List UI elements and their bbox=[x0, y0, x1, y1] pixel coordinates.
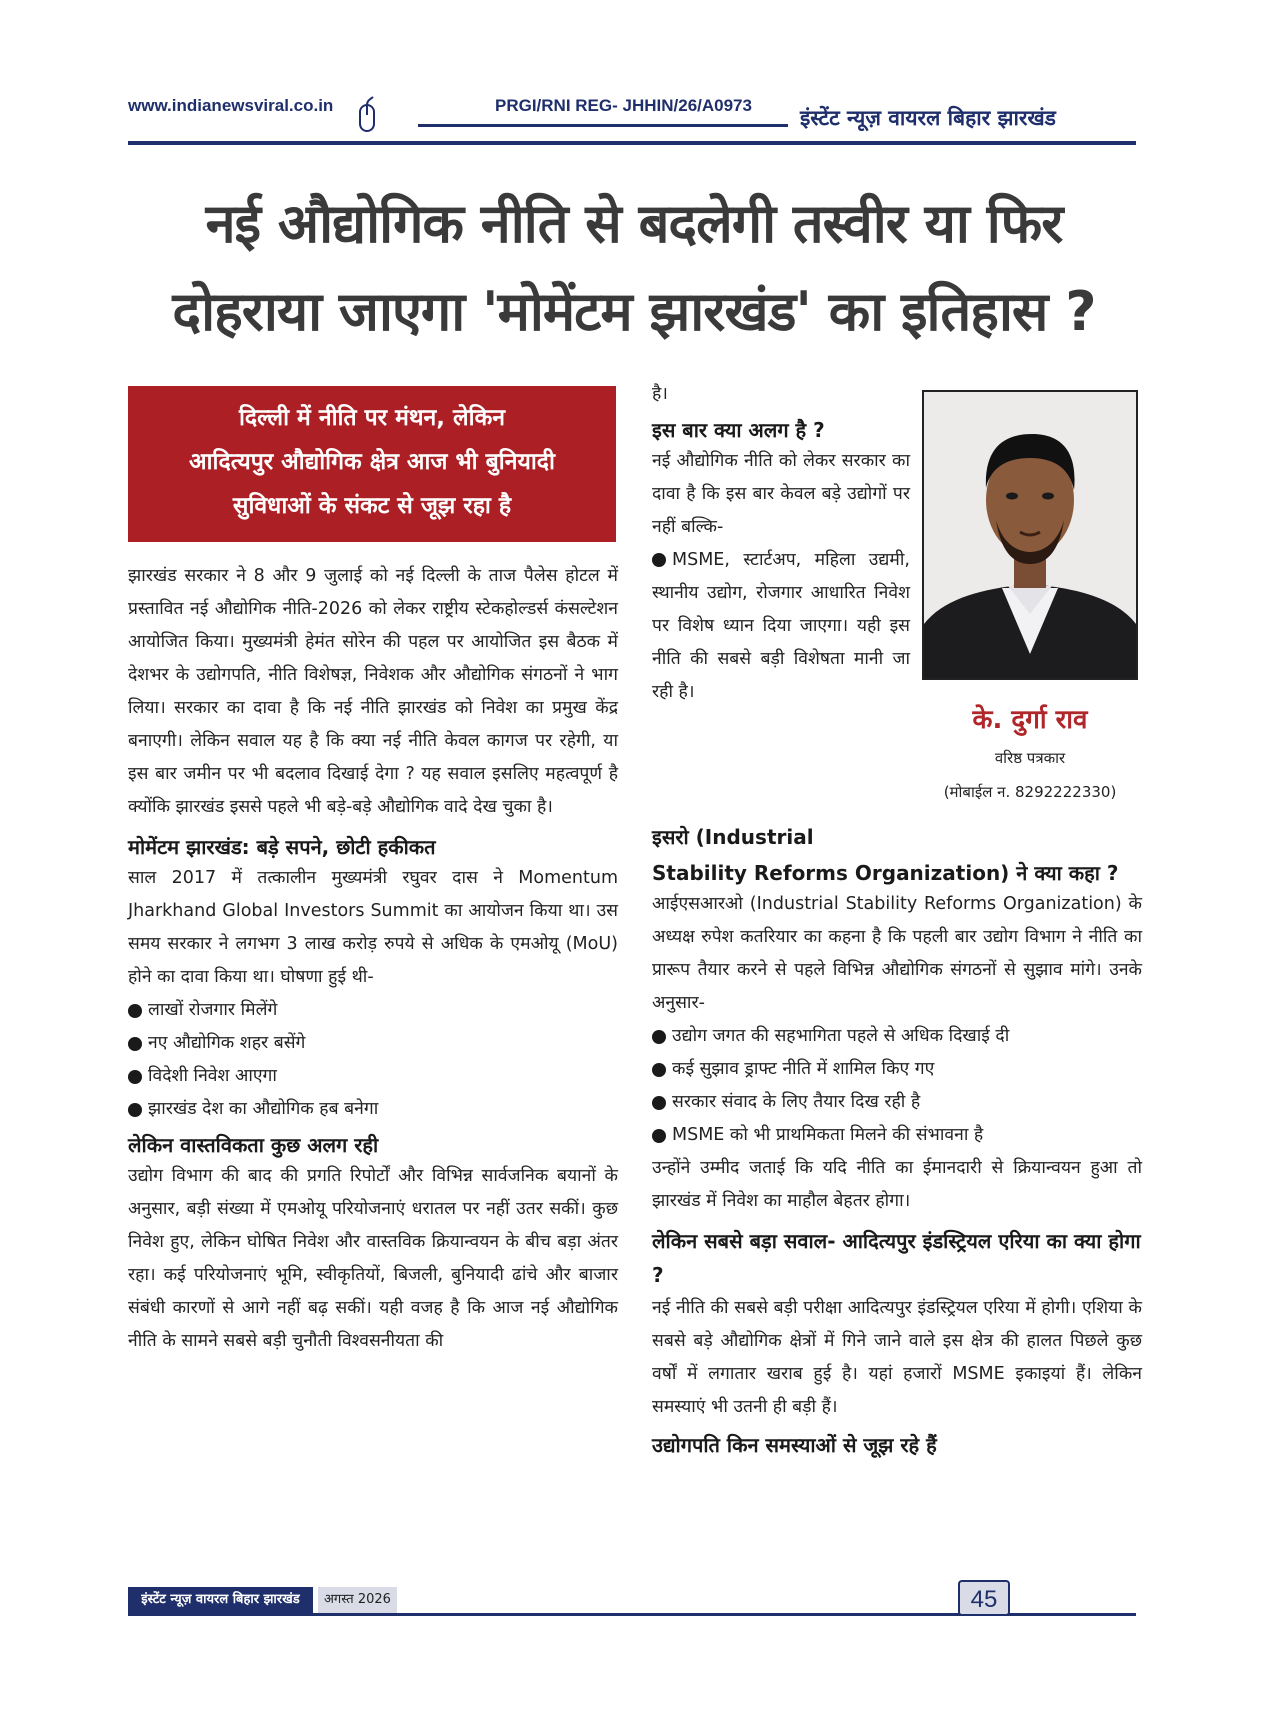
section-heading-adityapur: लेकिन सबसे बड़ा सवाल- आदित्यपुर इंडस्ट्रियल एरिया का क्या होगा ? bbox=[652, 1229, 1141, 1287]
highlight-box bbox=[128, 386, 616, 542]
portrait-image bbox=[924, 392, 1136, 678]
bullet-icon bbox=[652, 1096, 666, 1110]
author-photo bbox=[922, 390, 1138, 680]
section-heading-isro-2: Stability Reforms Organization) ने क्या कहा ? bbox=[652, 861, 1119, 885]
header-rule-top bbox=[418, 124, 788, 127]
list-item: MSME को भी प्राथमिकता मिलने की संभावना है bbox=[652, 1119, 1142, 1152]
bullet-icon bbox=[652, 1129, 666, 1143]
highlight-line-2: आदित्यपुर औद्योगिक क्षेत्र आज भी बुनियादी bbox=[189, 449, 555, 475]
section-heading-problems: उद्योगपति किन समस्याओं से जूझ रहे हैं bbox=[652, 1433, 937, 1457]
headline bbox=[100, 180, 1168, 356]
section-heading-different: इस बार क्या अलग है ? bbox=[652, 418, 825, 442]
continuation-text: है। bbox=[652, 384, 668, 404]
footer-date: अगस्त 2026 bbox=[318, 1587, 397, 1613]
author-role: वरिष्ठ पत्रकार bbox=[994, 749, 1066, 767]
right-column-bottom bbox=[652, 822, 1142, 1460]
bullet-icon bbox=[128, 1103, 142, 1117]
isro-paragraph: आईएसआरओ (Industrial Stability Reforms Organization) के अध्यक्ष रुपेश कतरियार का कहना है कि पहली बार उद्योग विभाग ने नीति का प्रारूप तैयार करने से पहले विभिन्न औद्योगिक संगठनों से सुझाव मांगे। उनके अनुसार- bbox=[652, 894, 1142, 1013]
adityapur-paragraph: नई नीति की सबसे बड़ी परीक्षा आदित्यपुर इंडस्ट्रियल एरिया में होगी। एशिया के सबसे बड़े औद्योगिक क्षेत्रों में गिने जाने वाले इस क्षेत्र की हालत पिछले कुछ वर्षों में लगातार खराब हुई है। यहां हजारों MSME इकाइयां हैं। लेकिन समस्याएं भी उतनी ही बड़ी हैं। bbox=[652, 1298, 1142, 1417]
momentum-paragraph: साल 2017 में तत्कालीन मुख्यमंत्री रघुवर दास ने Momentum Jharkhand Global Investors Summit का आयोजन किया था। उस समय सरकार ने लगभग 3 लाख करोड़ रुपये से अधिक के एमओयू (MoU) होने का दावा किया था। घोषणा हुई थी- bbox=[128, 868, 618, 987]
different-paragraph: नई औद्योगिक नीति को लेकर सरकार का दावा है कि इस बार केवल बड़े उद्योगों पर नहीं बल्कि- bbox=[652, 451, 910, 537]
announcement-list bbox=[128, 994, 618, 1126]
author-name: के. दुर्गा राव bbox=[972, 705, 1088, 735]
reality-paragraph: उद्योग विभाग की बाद की प्रगति रिपोर्टों और विभिन्न सार्वजनिक बयानों के अनुसार, बड़ी संख्या में एमओयू परियोजनाएं धरातल पर नहीं उतर सकीं। कुछ निवेश हुए, लेकिन घोषित निवेश और वास्तविक क्रियान्वयन के बीच बड़ा अंतर रहा। कई परियोजनाएं भूमि, स्वीकृतियों, बिजली, बुनियादी ढांचे और बाजार संबंधी कारणों से आगे नहीं बढ़ सकीं। यही वजह है कि आज नई औद्योगिक नीति के सामने सबसे बड़ी चुनौती विश्वसनीयता की bbox=[128, 1166, 618, 1351]
highlight-line-3: सुविधाओं के संकट से जूझ रहा है bbox=[232, 493, 512, 519]
headline-line-1: नई औद्योगिक नीति से बदलेगी तस्वीर या फिर bbox=[205, 192, 1063, 255]
intro-paragraph: झारखंड सरकार ने 8 और 9 जुलाई को नई दिल्ली के ताज पैलेस होटल में प्रस्तावित नई औद्योगिक नीति-2026 को लेकर राष्ट्रीय स्टेकहोल्डर्स कंसल्टेशन आयोजित किया। मुख्यमंत्री हेमंत सोरेन की पहल पर आयोजित इस बैठक में देशभर के उद्योगपति, नीति विशेषज्ञ, निवेशक और औद्योगिक संगठनों ने भाग लिया। सरकार का दावा है कि नई नीति झारखंड को निवेश का प्रमुख केंद्र बनाएगी। लेकिन सवाल यह है कि क्या नई नीति केवल कागज पर रहेगी, या इस बार जमीन पर भी बदलाव दिखाई देगा ? यह सवाल इसलिए महत्वपूर्ण है क्योंकि झारखंड इससे पहले भी बड़े-बड़े औद्योगिक वादे देख चुका है। bbox=[128, 566, 618, 817]
isro-list bbox=[652, 1020, 1142, 1152]
mouse-icon bbox=[357, 96, 377, 134]
page-number: 45 bbox=[958, 1580, 1010, 1616]
bullet-icon bbox=[128, 1004, 142, 1018]
left-column bbox=[128, 560, 618, 1358]
bullet-icon bbox=[128, 1070, 142, 1084]
list-item: सरकार संवाद के लिए तैयार दिख रही है bbox=[652, 1086, 1142, 1119]
bullet-icon bbox=[652, 553, 666, 567]
list-item: नए औद्योगिक शहर बसेंगे bbox=[128, 1027, 618, 1060]
hope-paragraph: उन्होंने उम्मीद जताई कि यदि नीति का ईमानदारी से क्रियान्वयन हुआ तो झारखंड में निवेश का माहौल बेहतर होगा। bbox=[652, 1158, 1142, 1211]
header-rule bbox=[128, 141, 1136, 145]
registration-number: PRGI/RNI REG- JHHIN/26/A0973 bbox=[495, 96, 752, 115]
author-phone: (मोबाईल न. 8292222330) bbox=[943, 783, 1117, 801]
bullet-icon bbox=[652, 1030, 666, 1044]
list-item: विदेशी निवेश आएगा bbox=[128, 1060, 618, 1093]
section-heading-isro-1: इसरो (Industrial bbox=[652, 825, 814, 849]
header-brand: इंस्टेंट न्यूज़ वायरल बिहार झारखंड bbox=[800, 106, 1056, 130]
website-url[interactable]: www.indianewsviral.co.in bbox=[128, 96, 334, 115]
list-item: झारखंड देश का औद्योगिक हब बनेगा bbox=[128, 1093, 618, 1126]
section-heading-reality: लेकिन वास्तविकता कुछ अलग रही bbox=[128, 1133, 379, 1157]
list-item: उद्योग जगत की सहभागिता पहले से अधिक दिखाई दी bbox=[652, 1020, 1142, 1053]
section-heading-momentum: मोमेंटम झारखंड: बड़े सपने, छोटी हकीकत bbox=[128, 835, 436, 859]
right-column-top bbox=[652, 378, 910, 709]
bullet-icon bbox=[128, 1037, 142, 1051]
footer-brand: इंस्टेंट न्यूज़ वायरल बिहार झारखंड bbox=[128, 1587, 313, 1613]
list-item: कई सुझाव ड्राफ्ट नीति में शामिल किए गए bbox=[652, 1053, 1142, 1086]
headline-line-2: दोहराया जाएगा 'मोमेंटम झारखंड' का इतिहास ? bbox=[172, 280, 1096, 343]
list-item: लाखों रोजगार मिलेंगे bbox=[128, 994, 618, 1027]
bullet-icon bbox=[652, 1063, 666, 1077]
msme-bullet: MSME, स्टार्टअप, महिला उद्यमी, स्थानीय उद्योग, रोजगार आधारित निवेश पर विशेष ध्यान दिया जाएगा। यही इस नीति की सबसे बड़ी विशेषता मानी जा रही है। bbox=[652, 550, 910, 702]
highlight-line-1: दिल्ली में नीति पर मंथन, लेकिन bbox=[238, 405, 506, 431]
